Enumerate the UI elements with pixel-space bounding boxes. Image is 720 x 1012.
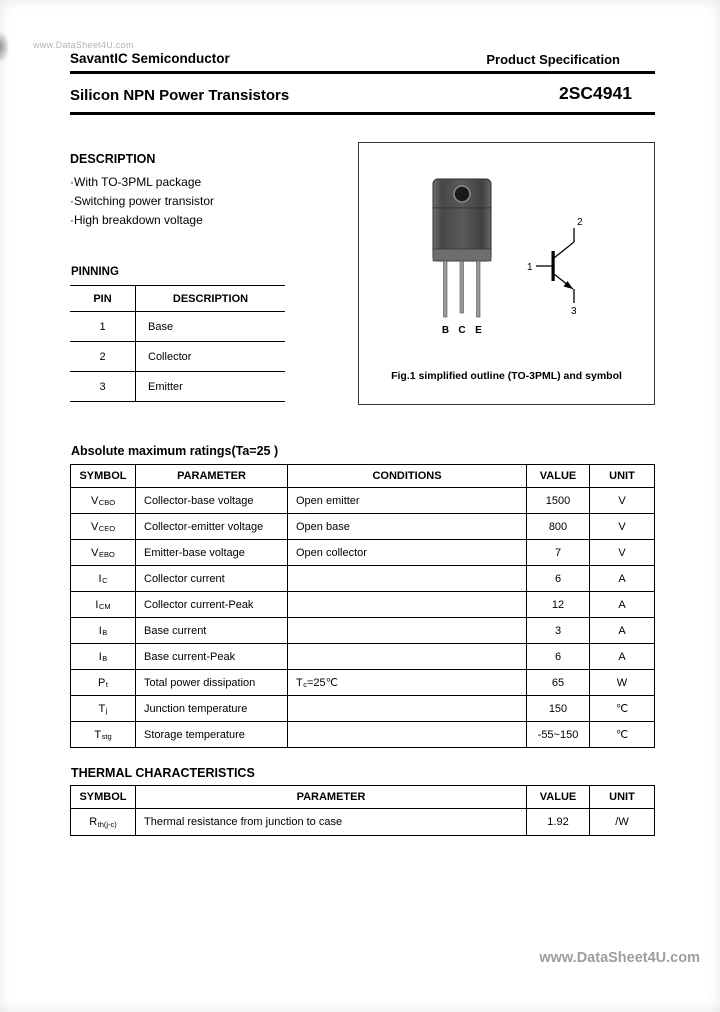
symbol-cell: T $_j$ — [71, 695, 135, 721]
pin-description-cell: Collector — [148, 350, 192, 363]
pinning-table-body — [70, 312, 285, 402]
parameter-cell: Collector-base voltage — [135, 487, 287, 513]
unit-cell: A — [589, 643, 654, 669]
page-title: Silicon NPN Power Transistors — [70, 87, 290, 104]
value-cell: 12 — [526, 591, 589, 617]
description-section — [70, 152, 214, 230]
symbol-cell: V $_{CEO}$ — [71, 513, 135, 539]
parameter-cell: Base current — [135, 617, 287, 643]
abs-ratings-heading: Absolute maximum ratings(Ta=25 ) — [71, 444, 279, 458]
conditions-cell: T $_c$ =25℃ — [287, 669, 526, 695]
symbol-cell: T $_{stg}$ — [71, 721, 135, 747]
unit-cell: V — [589, 513, 654, 539]
pin-description-cell: Base — [148, 320, 174, 333]
column-header-parameter: PARAMETER — [135, 465, 287, 487]
figure-box — [358, 142, 655, 405]
value-cell: 1.92 — [526, 808, 589, 835]
value-cell: 6 — [526, 643, 589, 669]
table-row — [71, 539, 654, 565]
unit-cell: ℃ — [589, 721, 654, 747]
column-header-value: VALUE — [526, 465, 589, 487]
company-name: SavantIC Semiconductor — [70, 51, 230, 66]
pin-number-cell: 1 — [70, 312, 136, 341]
table-row — [71, 617, 654, 643]
column-header-symbol: SYMBOL — [79, 470, 127, 482]
package-lead — [477, 261, 481, 317]
parameter-cell: Collector current — [135, 565, 287, 591]
symbol-cell: V $_{EBO}$ — [71, 539, 135, 565]
column-header-symbol: SYMBOL — [79, 791, 127, 803]
description-bullet: ·With TO-3PML package — [70, 175, 202, 189]
conditions-cell — [287, 565, 526, 591]
unit-cell: ℃ — [589, 695, 654, 721]
table-row — [71, 591, 654, 617]
parameter-cell: Base current-Peak — [135, 643, 287, 669]
value-cell: 65 — [526, 669, 589, 695]
unit-cell: A — [589, 591, 654, 617]
conditions-cell — [287, 695, 526, 721]
description-heading: DESCRIPTION — [70, 152, 156, 166]
parameter-cell: Junction temperature — [135, 695, 287, 721]
mounting-hole — [454, 186, 470, 202]
value-cell: 3 — [526, 617, 589, 643]
table-row — [71, 721, 654, 747]
pin-description-cell: Emitter — [148, 380, 183, 393]
symbol-cell: R $_{th(j-c)}$ — [71, 808, 135, 835]
parameter-cell: Emitter-base voltage — [135, 539, 287, 565]
parameter-cell: Total power dissipation — [135, 669, 287, 695]
value-cell: 1500 — [526, 487, 589, 513]
parameter-cell: Thermal resistance from junction to case — [135, 808, 526, 835]
table-row — [71, 808, 654, 835]
conditions-cell: Open emitter — [287, 487, 526, 513]
header-rule — [70, 71, 655, 74]
thermal-heading: THERMAL CHARACTERISTICS — [71, 766, 255, 780]
figure-caption: Fig.1 simplified outline (TO-3PML) and symbol — [391, 370, 622, 382]
symbol-cell: I $_B$ — [71, 617, 135, 643]
unit-cell: A — [589, 617, 654, 643]
column-header-unit: UNIT — [589, 786, 654, 808]
value-cell: 800 — [526, 513, 589, 539]
transistor-symbol — [527, 215, 602, 315]
value-cell: 150 — [526, 695, 589, 721]
package-drawing — [414, 177, 509, 339]
conditions-cell — [287, 721, 526, 747]
description-bullet: ·Switching power transistor — [70, 194, 215, 208]
table-header-row — [71, 465, 654, 487]
parameter-cell: Collector-emitter voltage — [135, 513, 287, 539]
package-pin-label-collector: C — [458, 325, 466, 336]
conditions-cell: Open base — [287, 513, 526, 539]
table-row — [70, 342, 285, 372]
column-header-pin: PIN — [70, 286, 136, 311]
column-header-unit: UNIT — [589, 465, 654, 487]
conditions-cell — [287, 643, 526, 669]
value-cell: -55~150 — [526, 721, 589, 747]
package-lead — [444, 261, 448, 317]
value-cell: 7 — [526, 539, 589, 565]
symbol-cell: P $_t$ — [71, 669, 135, 695]
thermal-table — [70, 785, 655, 836]
table-row — [71, 487, 654, 513]
value-cell: 6 — [526, 565, 589, 591]
unit-cell: V — [589, 539, 654, 565]
table-row — [71, 695, 654, 721]
column-header-value: VALUE — [526, 786, 589, 808]
watermark-bottom: www.DataSheet4U.com — [539, 950, 700, 966]
pin-number-cell: 2 — [70, 342, 136, 371]
pin-number-cell: 3 — [70, 372, 136, 401]
symbol-base-bar — [552, 251, 555, 281]
package-pin-label-emitter: E — [475, 325, 482, 336]
parameter-cell: Collector current-Peak — [135, 591, 287, 617]
column-header-description: DESCRIPTION — [172, 292, 249, 305]
table-row — [71, 643, 654, 669]
symbol-pin-number-collector: 2 — [577, 217, 583, 228]
parameter-cell: Storage temperature — [135, 721, 287, 747]
package-pin-label-base: B — [441, 325, 450, 336]
pinning-table — [70, 285, 285, 402]
column-header-conditions: CONDITIONS — [287, 465, 526, 487]
watermark-top: www.DataSheet4U.com — [33, 40, 134, 50]
scan-artifact — [0, 32, 9, 62]
symbol-pin-number-base: 1 — [527, 262, 533, 273]
table-row — [70, 312, 285, 342]
unit-cell: A — [589, 565, 654, 591]
table-row — [71, 669, 654, 695]
conditions-cell — [287, 617, 526, 643]
part-number: 2SC4941 — [559, 83, 632, 103]
symbol-cell: I $_{CM}$ — [71, 591, 135, 617]
unit-cell: V — [589, 487, 654, 513]
title-rule — [70, 112, 655, 115]
symbol-cell: I $_C$ — [71, 565, 135, 591]
package-lead — [460, 261, 464, 313]
symbol-pin-number-emitter: 3 — [571, 306, 577, 315]
table-header-row — [70, 285, 285, 312]
column-header-parameter: PARAMETER — [135, 786, 526, 808]
table-row — [70, 372, 285, 402]
table-header-row — [71, 786, 654, 808]
table-row — [71, 513, 654, 539]
pinning-heading: PINNING — [71, 266, 119, 278]
description-bullet: ·High breakdown voltage — [70, 213, 203, 227]
unit-cell: /W — [589, 808, 654, 835]
symbol-cell: I $_B$ — [71, 643, 135, 669]
unit-cell: W — [589, 669, 654, 695]
symbol-cell: V $_{CBO}$ — [71, 487, 135, 513]
conditions-cell: Open collector — [287, 539, 526, 565]
abs-ratings-table-body — [71, 487, 654, 747]
table-row — [71, 565, 654, 591]
conditions-cell — [287, 591, 526, 617]
product-spec-label: Product Specification — [486, 52, 620, 67]
thermal-table-body — [71, 808, 654, 835]
abs-ratings-table — [70, 464, 655, 748]
